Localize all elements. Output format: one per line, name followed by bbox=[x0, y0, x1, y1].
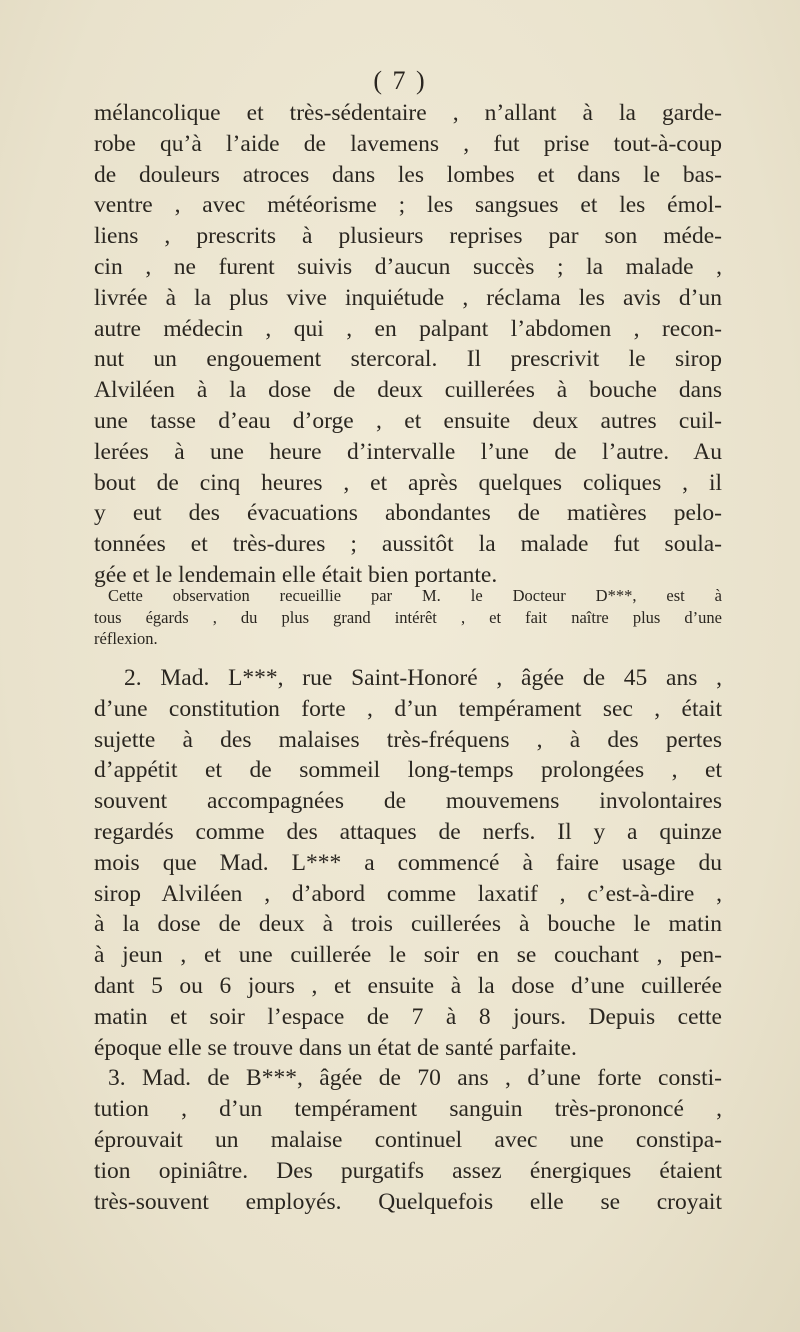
text-line: regardés comme des attaques de nerfs. Il y a quinze bbox=[94, 818, 722, 845]
text-line: à la dose de deux à trois cuillerées à bouche le matin bbox=[94, 911, 722, 938]
page-number: ( 7 ) bbox=[373, 66, 427, 95]
text-line: y eut des évacuations abondantes de matières pelo- bbox=[94, 500, 722, 527]
note-line: Cette observation recueillie par M. le Docteur D***, est à bbox=[108, 586, 722, 605]
text-line: liens , prescrits à plusieurs reprises par son méde- bbox=[94, 223, 722, 250]
text-line: tonnées et très-dures ; aussitôt la malade fut soula- bbox=[94, 531, 722, 558]
text-line: de douleurs atroces dans les lombes et dans le bas- bbox=[94, 161, 722, 188]
text-line: mois que Mad. L*** a commencé à faire usage du bbox=[94, 849, 722, 876]
text-line: 3. Mad. de B***, âgée de 70 ans , d’une forte consti- bbox=[108, 1065, 722, 1092]
text-line: une tasse d’eau d’orge , et ensuite deux autres cuil- bbox=[94, 407, 722, 434]
text-line: tion opiniâtre. Des purgatifs assez énergiques étaient bbox=[94, 1157, 722, 1184]
text-line: souvent accompagnées de mouvemens involontaires bbox=[94, 788, 722, 815]
text-line: lerées à une heure d’intervalle l’une de l’autre. Au bbox=[94, 438, 722, 465]
text-line: dant 5 ou 6 jours , et ensuite à la dose d’une cuillerée bbox=[94, 972, 722, 999]
text-line: d’appétit et de sommeil long-temps prolongées , et bbox=[94, 757, 722, 784]
note-line: réflexion. bbox=[94, 629, 158, 648]
text-line: très-souvent employés. Quelquefois elle se croyait bbox=[94, 1188, 722, 1215]
text-line: ventre , avec météorisme ; les sangsues et les émol- bbox=[94, 192, 722, 219]
text-line: époque elle se trouve dans un état de santé parfaite. bbox=[94, 1034, 577, 1061]
text-line: robe qu’à l’aide de lavemens , fut prise tout-à-coup bbox=[94, 130, 722, 157]
text-line: sirop Alviléen , d’abord comme laxatif , c’est-à-dire , bbox=[94, 880, 722, 907]
text-line: tution , d’un tempérament sanguin très-prononcé , bbox=[94, 1096, 722, 1123]
text-line: sujette à des malaises très-fréquens , à des pertes bbox=[94, 726, 722, 753]
text-line: mélancolique et très-sédentaire , n’allant à la garde- bbox=[94, 100, 722, 126]
note-line: tous égards , du plus grand intérêt , et fait naître plus d’une bbox=[94, 607, 722, 627]
text-line: éprouvait un malaise continuel avec une constipa- bbox=[94, 1126, 722, 1153]
text-line: matin et soir l’espace de 7 à 8 jours. Depuis cette bbox=[94, 1003, 722, 1030]
text-line: nut un engouement stercoral. Il prescrivit le sirop bbox=[94, 346, 722, 373]
text-line: cin , ne furent suivis d’aucun succès ; la malade , bbox=[94, 253, 722, 280]
text-line: livrée à la plus vive inquiétude , réclama les avis d’un bbox=[94, 284, 722, 311]
text-line: 2. Mad. L***, rue Saint-Honoré , âgée de 45 ans , bbox=[124, 665, 722, 691]
case-2-3-paragraphs bbox=[94, 663, 722, 1217]
text-line: Alviléen à la dose de deux cuillerées à bouche dans bbox=[94, 377, 722, 404]
text-line: gée et le lendemain elle était bien portante. bbox=[94, 561, 498, 588]
text-line: à jeun , et une cuillerée le soir en se couchant , pen- bbox=[94, 942, 722, 969]
editor-note bbox=[94, 585, 722, 650]
text-line: bout de cinq heures , et après quelques coliques , il bbox=[94, 469, 722, 496]
case-1-paragraph bbox=[94, 98, 722, 591]
text-line: autre médecin , qui , en palpant l’abdomen , recon- bbox=[94, 315, 722, 342]
text-line: d’une constitution forte , d’un tempérament sec , était bbox=[94, 695, 722, 722]
